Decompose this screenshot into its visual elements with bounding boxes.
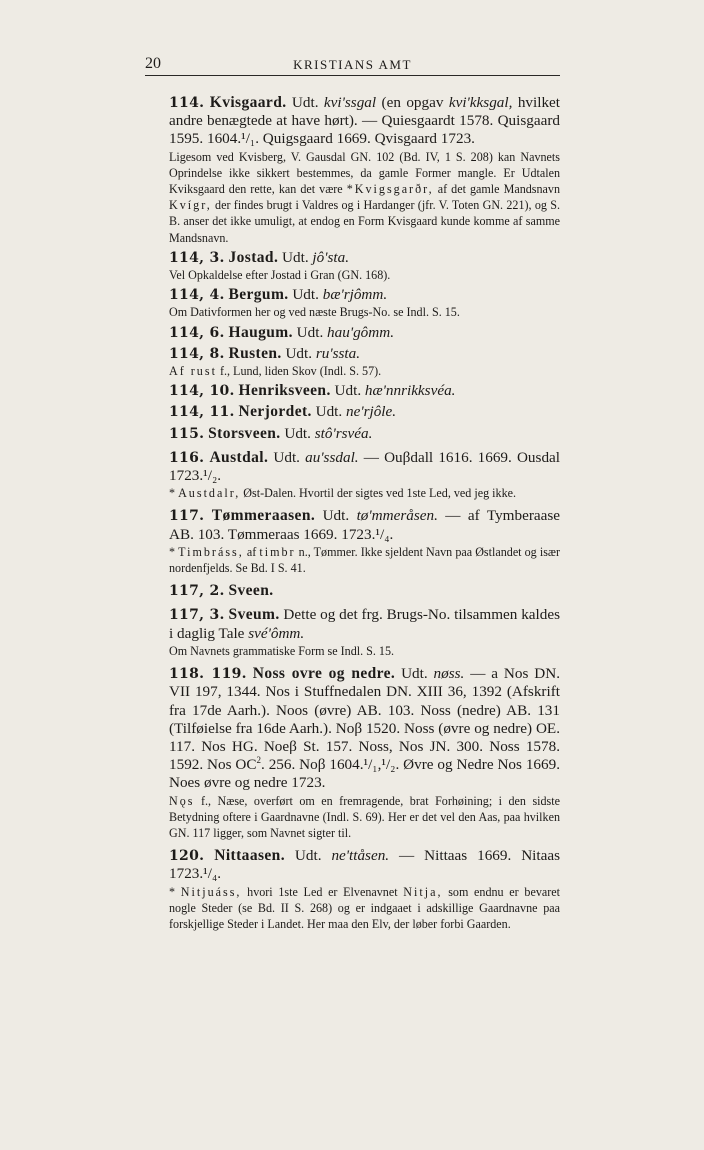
entry-117-note: * Timbráss, af timbr n., Tømmer. Ikke sjeldent Navn paa Østlandet og især nordenfjelds. Se Bd. I S. 41. [169,544,560,576]
entry-114-note: Ligesom ved Kvisberg, V. Gausdal GN. 102 (Bd. IV, 1 S. 208) kan Navnets Oprindelse ikke sikkert bestemmes, da gamle Former mangle. Er Udtalen Kviksgaard den rette, kan det være *Kvigsgarðr, af det gamle Mandsnavn Kvígr, der findes brugt i Valdres og i Hardanger (jfr. V. Toten GN. 221), og S. B. anser det ikke umuligt, at endog en Form Kvisgaard kunde komme af samme Mandsnavn. [169,149,561,245]
entry-number: 114. [169,95,205,111]
entry-114-6: 114, 6. Haugum. Udt. hau'gômm. [169,323,394,341]
entry-114-4-note: Om Dativformen her og ved næste Brugs-No. se Indl. S. 15. [169,305,460,320]
entry-117: 117. Tømmeraasen. Udt. tø'mmeråsen. — af Tymberaase AB. 103. Tømmeraas 1669. 1723.¹/₄. [169,507,561,543]
page-number: 20 [145,55,161,72]
entry-117-3-note: Om Navnets grammatiske Form se Indl. S. 15. [169,643,395,658]
entry-114: 114. Kvisgaard. Udt. kvi'ssgal (en opgav kvi'kksgal, hvilket andre benægtede at have hørt). — Quiesgaardt 1578. Quisgaard 1595. 1604.¹/₁. Quigsgaard 1669. Qvisgaard 1723. [169,94,561,148]
running-title: KRISTIANS AMT [293,57,412,72]
entry-114-3: 114, 3. Jostad. Udt. jô'sta. [169,248,349,266]
entry-114-10: 114, 10. Henriksveen. Udt. hæ'nnrikksvéa. [169,382,456,400]
running-head [145,55,560,76]
entry-117-3: 117, 3. Sveum. Dette og det frg. Brugs-No. tilsammen kaldes i daglig Tale své'ômm. [169,606,561,642]
entry-115: 115. Storsveen. Udt. stô'rsvéa. [169,424,373,442]
entry-120-note: * Nitjuáss, hvori 1ste Led er Elvenavnet Nitja, som endnu er bevaret nogle Steder (se Bd. II S. 268) og er indgaaet i adskillige Gaardnavne paa forskjellige Steder i Landet. Her maa den Elv, der løber forbi Gaarden. [169,884,560,931]
entry-120: 120. Nittaasen. Udt. ne'ttåsen. — Nittaas 1669. Nitaas 1723.¹/₄. [169,847,561,883]
entry-118-119: 118. 119. Noss ovre og nedre. Udt. nøss. — a Nos DN. VII 197, 1344. Nos i Stuffnedalen DN. XIII 36, 1392 (Afskrift fra 17de Aarh.). Noos (øvre) AB. 103. Noss (nedre) AB. 131 (Tilføielse fra 16de Aarh.). Noβ 1520. Noss (øvre og nedre) OE. 117. Nos HG. Noeβ St. 157. Noss, Nos JN. 300. Noss 1578. 1592. Nos $OC^2$. 256. Noβ 1604.¹/₁,¹/₂. Øvre og Nedre Nos 1669. Noes øvre og nedre 1723. [169,665,561,792]
entry-118-119-note: Nǫs f., Næse, overført om en fremragende, brat Forhøining; i den sidste Betydning oftere i Gaardnavne (Indl. S. 69). Her er det vel den Aas, paa hvilken GN. 117 ligger, som Navnet sigter til. [169,793,560,840]
entry-name: Kvisgaard. [209,94,287,111]
entry-116: 116. Austdal. Udt. au'ssdal. — Ouβdall 1616. 1669. Ousdal 1723.¹/₂. [169,448,560,485]
entry-114-11: 114, 11. Nerjordet. Udt. ne'rjôle. [169,403,397,421]
entry-114-8-note: Af rust f., Lund, liden Skov (Indl. S. 57). [169,364,382,379]
entry-116-note: * Austdalr, Øst-Dalen. Hvortil der sigtes ved 1ste Led, ved jeg ikke. [169,486,517,501]
entry-114-4: 114, 4. Bergum. Udt. bæ'rjômm. [169,286,388,304]
text-column [145,94,560,932]
entry-114-3-note: Vel Opkaldelse efter Jostad i Gran (GN. 168). [169,268,391,283]
pronunciation: kvi'ssgal [323,94,377,111]
entry-117-2: 117, 2. Sveen. [169,582,274,600]
entry-114-8: 114, 8. Rusten. Udt. ru'ssta. [169,344,361,362]
